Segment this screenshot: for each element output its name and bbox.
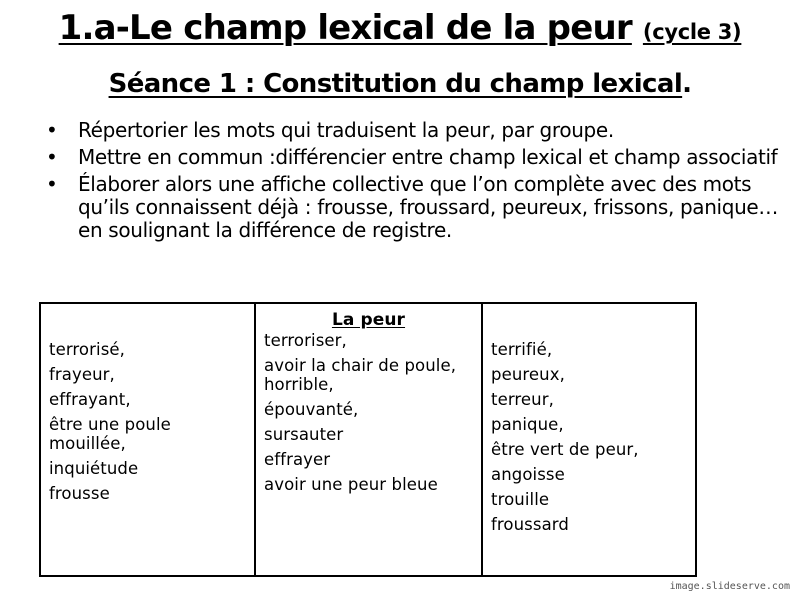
source-watermark: image.slideserve.com — [669, 581, 790, 592]
slide-subtitle — [0, 67, 800, 101]
list-item: frousse — [49, 484, 110, 503]
list-item: épouvanté, — [264, 400, 359, 419]
table-column-1 — [41, 304, 256, 575]
bullet-item — [46, 146, 786, 169]
list-item: trouille — [491, 490, 550, 509]
vocabulary-table — [39, 302, 697, 577]
list-item: terrorisé, — [49, 340, 125, 359]
list-item: avoir une peur bleue — [264, 475, 438, 494]
bullet-item — [46, 119, 786, 142]
list-item: frayeur, — [49, 365, 115, 384]
list-item: être une poule mouillée, — [49, 415, 171, 453]
slide-title-main: 1.a-Le champ lexical de la peur — [58, 8, 632, 48]
bullet-item — [46, 173, 786, 242]
list-item: peureux, — [491, 365, 565, 384]
list-item: terroriser, — [264, 331, 347, 350]
bullet-marker: • — [46, 118, 58, 142]
word-list — [491, 310, 687, 534]
list-item: effrayer — [264, 450, 331, 469]
list-item: sursauter — [264, 425, 344, 444]
slide-subtitle-text: Séance 1 : Constitution du champ lexical — [108, 69, 683, 99]
bullet-marker: • — [46, 145, 58, 169]
list-item: terrifié, — [491, 340, 553, 359]
table-column-2 — [256, 304, 483, 575]
list-item: être vert de peur, — [491, 440, 639, 459]
table-column-3 — [483, 304, 695, 575]
list-item: terreur, — [491, 390, 554, 409]
slide-title — [0, 8, 800, 52]
bullet-list — [46, 119, 786, 246]
list-item: angoisse — [491, 465, 565, 484]
word-list — [49, 310, 246, 503]
bullet-marker: • — [46, 172, 58, 196]
table-header: La peur — [331, 310, 406, 330]
bullet-text: Mettre en commun :différencier entre champ lexical et champ associatif — [78, 145, 778, 169]
bullet-text: Répertorier les mots qui traduisent la peur, par groupe. — [78, 118, 614, 142]
word-list — [264, 330, 473, 494]
list-item: inquiétude — [49, 459, 139, 478]
list-item: panique, — [491, 415, 564, 434]
list-item: avoir la chair de poule, horrible, — [264, 356, 457, 394]
slide-subtitle-period: . — [682, 69, 692, 99]
list-item: effrayant, — [49, 390, 131, 409]
bullet-text: Élaborer alors une affiche collective que l’on complète avec des mots qu’ils connaissent déjà : frousse, froussard, peureux, frissons, panique… en soulignant la différence de registre. — [78, 172, 779, 242]
list-item: froussard — [491, 515, 569, 534]
slide-title-cycle: (cycle 3) — [642, 20, 742, 44]
